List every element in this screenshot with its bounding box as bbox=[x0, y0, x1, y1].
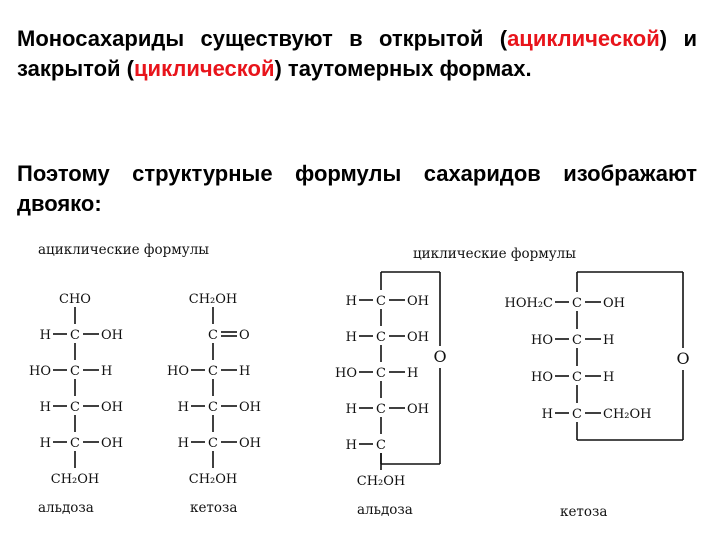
left-substituent: H bbox=[541, 407, 553, 422]
right-substituent: OH bbox=[101, 328, 123, 343]
formula-paragraph: Поэтому структурные формулы сахаридов изображают двояко: bbox=[17, 161, 697, 216]
right-substituent: OH bbox=[603, 296, 625, 311]
right-substituent: OH bbox=[101, 436, 123, 451]
intro-paragraph bbox=[17, 24, 697, 84]
left-substituent: H bbox=[345, 330, 357, 345]
heading-acyclic: ациклические формулы bbox=[38, 242, 210, 258]
atom-center: CH₂OH bbox=[188, 292, 238, 307]
atom-center: C bbox=[70, 436, 80, 451]
heading-cyclic: циклические формулы bbox=[413, 246, 576, 262]
monosaccharide-formulas-diagram bbox=[0, 228, 720, 540]
atom-center: CHO bbox=[59, 292, 91, 307]
left-substituent: H bbox=[39, 400, 51, 415]
left-substituent: H bbox=[39, 436, 51, 451]
atom-center: C bbox=[376, 294, 386, 309]
intro-text-part3: ) таутомерных формах. bbox=[274, 56, 532, 81]
right-substituent: OH bbox=[407, 330, 429, 345]
acyclic-aldose-formula bbox=[29, 292, 123, 516]
atom-center: C bbox=[376, 366, 386, 381]
cyclic-term: циклической bbox=[134, 56, 275, 81]
ring-oxygen: O bbox=[433, 347, 447, 366]
left-substituent: HO bbox=[167, 364, 189, 379]
left-substituent: HO bbox=[531, 333, 553, 348]
atom-center: C bbox=[376, 330, 386, 345]
ring-oxygen: O bbox=[676, 349, 690, 368]
atom-center: C bbox=[70, 364, 80, 379]
atom-center: C bbox=[70, 400, 80, 415]
atom-center: C bbox=[208, 436, 218, 451]
right-substituent: CH₂OH bbox=[603, 407, 652, 422]
atom-center: CH₂OH bbox=[356, 474, 406, 489]
left-substituent: H bbox=[345, 438, 357, 453]
right-substituent: OH bbox=[407, 294, 429, 309]
acyclic-term: ациклической bbox=[507, 26, 660, 51]
acyclic-ketose-formula bbox=[167, 292, 261, 516]
atom-center: CH₂OH bbox=[188, 472, 238, 487]
right-substituent: H bbox=[239, 364, 251, 379]
formula-caption: кетоза bbox=[190, 500, 238, 516]
right-substituent: OH bbox=[239, 436, 261, 451]
left-substituent: H bbox=[177, 436, 189, 451]
intro-text-part1: Моносахариды существуют в открытой ( bbox=[17, 26, 508, 51]
left-substituent: HO bbox=[29, 364, 51, 379]
formula-caption: кетоза bbox=[560, 504, 608, 520]
left-substituent: H bbox=[345, 294, 357, 309]
right-substituent: OH bbox=[239, 400, 261, 415]
atom-center: C bbox=[208, 328, 218, 343]
atom-center: C bbox=[70, 328, 80, 343]
atom-center: C bbox=[572, 407, 582, 422]
cyclic-ketose-formula bbox=[505, 272, 690, 520]
atom-center: C bbox=[376, 402, 386, 417]
atom-center: C bbox=[376, 438, 386, 453]
intro-text-part2: ) и закрытой ( bbox=[17, 26, 697, 81]
right-substituent: OH bbox=[407, 402, 429, 417]
left-substituent: HOH₂C bbox=[504, 296, 553, 311]
cyclic-aldose-formula bbox=[335, 272, 447, 518]
left-substituent: HO bbox=[531, 370, 553, 385]
atom-center: C bbox=[208, 400, 218, 415]
atom-center: C bbox=[572, 333, 582, 348]
right-substituent: H bbox=[101, 364, 113, 379]
left-substituent: H bbox=[177, 400, 189, 415]
formula-caption: альдоза bbox=[38, 500, 94, 516]
left-substituent: HO bbox=[335, 366, 357, 381]
right-substituent: OH bbox=[101, 400, 123, 415]
atom-center: C bbox=[572, 370, 582, 385]
right-substituent: H bbox=[603, 333, 615, 348]
atom-center: C bbox=[208, 364, 218, 379]
atom-center: C bbox=[572, 296, 582, 311]
formula-caption: альдоза bbox=[357, 502, 413, 518]
right-substituent: H bbox=[603, 370, 615, 385]
right-substituent: H bbox=[407, 366, 419, 381]
left-substituent: H bbox=[39, 328, 51, 343]
atom-center: CH₂OH bbox=[50, 472, 100, 487]
left-substituent: H bbox=[345, 402, 357, 417]
right-substituent: O bbox=[239, 328, 250, 343]
